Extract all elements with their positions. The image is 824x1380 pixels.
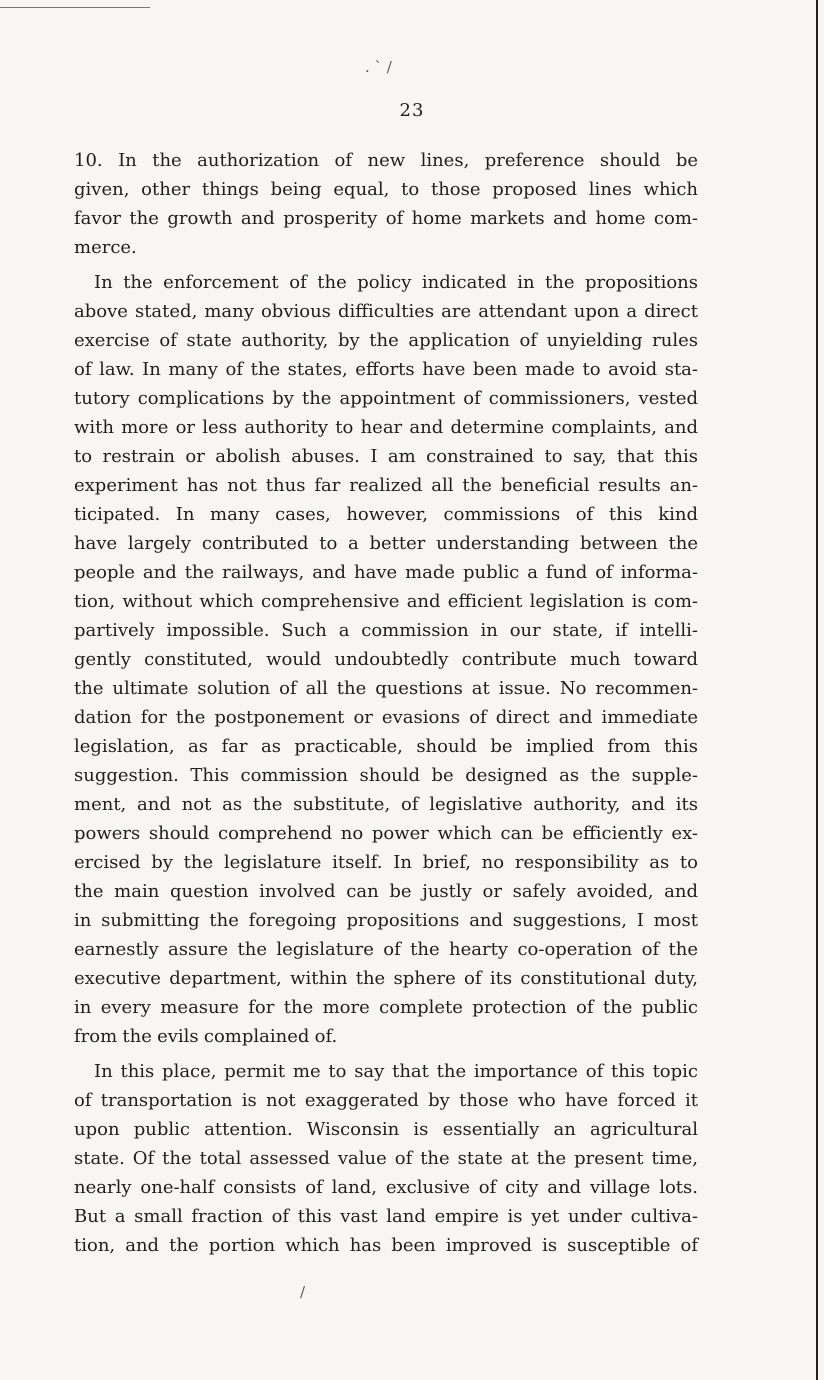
text-line: given, other things being equal, to those proposed lines which	[74, 179, 698, 200]
text-line: exercise of state authority, by the application of unyielding rules	[74, 330, 698, 351]
text-line: of transportation is not exaggerated by those who have forced it	[74, 1090, 698, 1111]
text-line: earnestly assure the legislature of the hearty co-operation of the	[74, 939, 698, 960]
text-line: suggestion. This commission should be designed as the supple-	[74, 765, 698, 786]
text-line: state. Of the total assessed value of the state at the present time,	[74, 1148, 698, 1169]
text-line: the main question involved can be justly or safely avoided, and	[74, 881, 698, 902]
text-line: people and the railways, and have made public a fund of informa-	[74, 562, 698, 583]
text-line: gently constituted, would undoubtedly contribute much toward	[74, 649, 698, 670]
text-line: ercised by the legislature itself. In brief, no responsibility as to	[74, 852, 698, 873]
text-line: in submitting the foregoing propositions and suggestions, I most	[74, 910, 698, 931]
text-line: have largely contributed to a better understanding between the	[74, 533, 698, 554]
text-line: with more or less authority to hear and determine complaints, and	[74, 417, 698, 438]
text-line: executive department, within the sphere of its constitutional duty,	[74, 968, 698, 989]
text-line: in every measure for the more complete protection of the public	[74, 997, 698, 1018]
text-line: ticipated. In many cases, however, commissions of this kind	[74, 504, 698, 525]
text-line: powers should comprehend no power which can be efficiently ex-	[74, 823, 698, 844]
text-line: merce.	[74, 237, 137, 258]
top-specks: . ` /	[365, 58, 392, 76]
text-line: dation for the postponement or evasions of direct and immediate	[74, 707, 698, 728]
page-number: 23	[399, 100, 425, 121]
text-line: In this place, permit me to say that the importance of this topic	[94, 1061, 698, 1082]
text-line: tutory complications by the appointment of commissioners, vested	[74, 388, 698, 409]
text-line: partively impossible. Such a commission in our state, if intelli-	[74, 620, 698, 641]
text-line: nearly one-half consists of land, exclusive of city and village lots.	[74, 1177, 698, 1198]
top-edge-rule	[0, 7, 150, 8]
text-line: ment, and not as the substitute, of legislative authority, and its	[74, 794, 698, 815]
text-line: above stated, many obvious difficulties are attendant upon a direct	[74, 301, 698, 322]
document-body	[74, 146, 698, 1260]
paragraph-2	[74, 268, 698, 1051]
text-line: experiment has not thus far realized all the beneficial results an-	[74, 475, 698, 496]
paragraph-3	[74, 1057, 698, 1260]
bottom-speck: /	[300, 1283, 306, 1301]
text-line: of law. In many of the states, efforts have been made to avoid sta-	[74, 359, 698, 380]
text-line: from the evils complained of.	[74, 1026, 338, 1047]
page-right-edge	[816, 0, 818, 1380]
text-line: favor the growth and prosperity of home markets and home com-	[74, 208, 698, 229]
text-line: But a small fraction of this vast land empire is yet under cultiva-	[74, 1206, 698, 1227]
paragraph-1	[74, 146, 698, 262]
text-line: In the enforcement of the policy indicated in the propositions	[94, 272, 698, 293]
text-line: tion, and the portion which has been improved is susceptible of	[74, 1235, 698, 1256]
text-line: 10. In the authorization of new lines, preference should be	[74, 150, 698, 171]
text-line: legislation, as far as practicable, should be implied from this	[74, 736, 698, 757]
text-line: the ultimate solution of all the questions at issue. No recommen-	[74, 678, 698, 699]
text-line: upon public attention. Wisconsin is essentially an agricultural	[74, 1119, 698, 1140]
text-line: tion, without which comprehensive and efficient legislation is com-	[74, 591, 698, 612]
text-line: to restrain or abolish abuses. I am constrained to say, that this	[74, 446, 698, 467]
